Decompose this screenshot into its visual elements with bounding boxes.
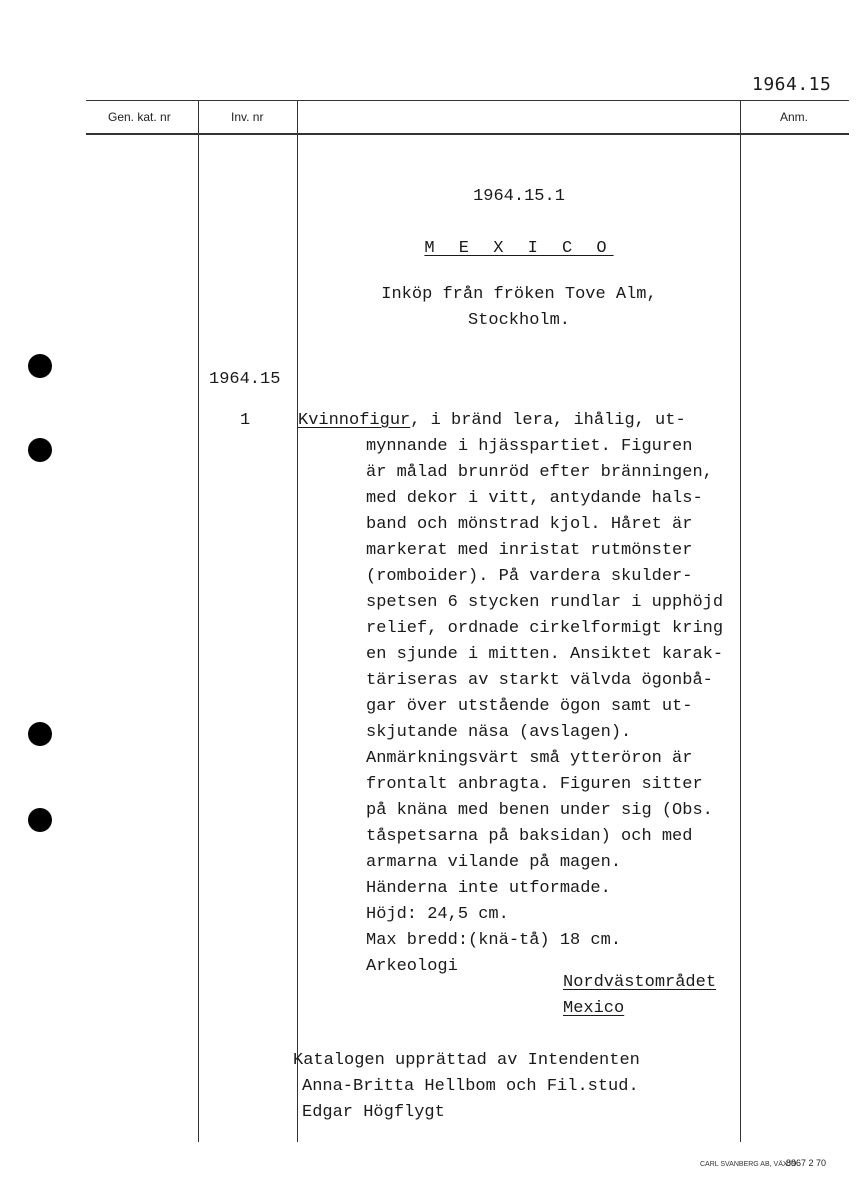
printer-code: 8967 2 70 — [786, 1158, 827, 1168]
column-header-gen-kat: Gen. kat. nr — [108, 110, 171, 124]
cataloguer-line: Katalogen upprättad av Intendenten — [293, 1051, 640, 1070]
description-line: är målad brunröd efter bränningen, — [366, 463, 713, 482]
description-line: Max bredd:(knä-tå) 18 cm. — [366, 931, 622, 950]
description-line: täriseras av starkt välvda ögonbå- — [366, 671, 713, 690]
description-line: Händerna inte utformade. — [366, 879, 611, 898]
description-line: Arkeologi — [366, 957, 458, 976]
column-header-inv: Inv. nr — [231, 110, 264, 124]
object-description — [298, 408, 723, 980]
inventory-number: 1964.15 — [209, 370, 281, 389]
description-line: (romboider). På vardera skulder- — [366, 567, 693, 586]
description-line: spetsen 6 stycken rundlar i upphöjd — [366, 593, 724, 612]
header-bottom-rule — [86, 133, 849, 135]
printer-imprint: CARL SVANBERG AB, VÄXJÖ — [700, 1161, 797, 1168]
acquisition-line: Inköp från fröken Tove Alm, — [381, 285, 657, 304]
description-line: Anmärkningsvärt små ytteröron är — [366, 749, 693, 768]
punch-hole — [28, 354, 52, 378]
column-header-anm: Anm. — [780, 110, 809, 124]
column-divider — [740, 100, 741, 1142]
description-line: frontalt anbragta. Figuren sitter — [366, 775, 703, 794]
description-line: gar över utstående ögon samt ut- — [366, 697, 693, 716]
description-line: Kvinnofigur, i bränd lera, ihålig, ut- — [298, 411, 686, 430]
cataloguer-line: Edgar Högflygt — [302, 1103, 445, 1122]
punch-hole — [28, 722, 52, 746]
item-number: 1 — [240, 411, 251, 430]
card-number: 1964.15 — [752, 74, 832, 95]
description-line: tåspetsarna på baksidan) och med — [366, 827, 693, 846]
column-divider — [198, 100, 199, 1142]
description-line: relief, ordnade cirkelformigt kring — [366, 619, 724, 638]
acquisition-line: Stockholm. — [467, 311, 571, 330]
country-heading: M E X I C O — [424, 239, 614, 258]
punch-hole — [28, 808, 52, 832]
description-line: på knäna med benen under sig (Obs. — [366, 801, 713, 820]
region-label: Mexico — [563, 999, 625, 1018]
description-line: med dekor i vitt, antydande hals- — [366, 489, 703, 508]
description-line: armarna vilande på magen. — [366, 853, 622, 872]
description-line: skjutande näsa (avslagen). — [366, 723, 632, 742]
object-name: Kvinnofigur — [298, 411, 411, 430]
entry-number: 1964.15.1 — [473, 187, 565, 206]
description-line: band och mönstrad kjol. Håret är — [366, 515, 693, 534]
description-line: mynnande i hjässpartiet. Figuren — [366, 437, 693, 456]
header-top-rule — [86, 100, 849, 101]
region-label: Nordvästområdet — [563, 973, 717, 992]
cataloguer-line: Anna-Britta Hellbom och Fil.stud. — [302, 1077, 639, 1096]
description-line: en sjunde i mitten. Ansiktet karak- — [366, 645, 724, 664]
description-line: markerat med inristat rutmönster — [366, 541, 693, 560]
punch-hole — [28, 438, 52, 462]
description-line: Höjd: 24,5 cm. — [366, 905, 509, 924]
